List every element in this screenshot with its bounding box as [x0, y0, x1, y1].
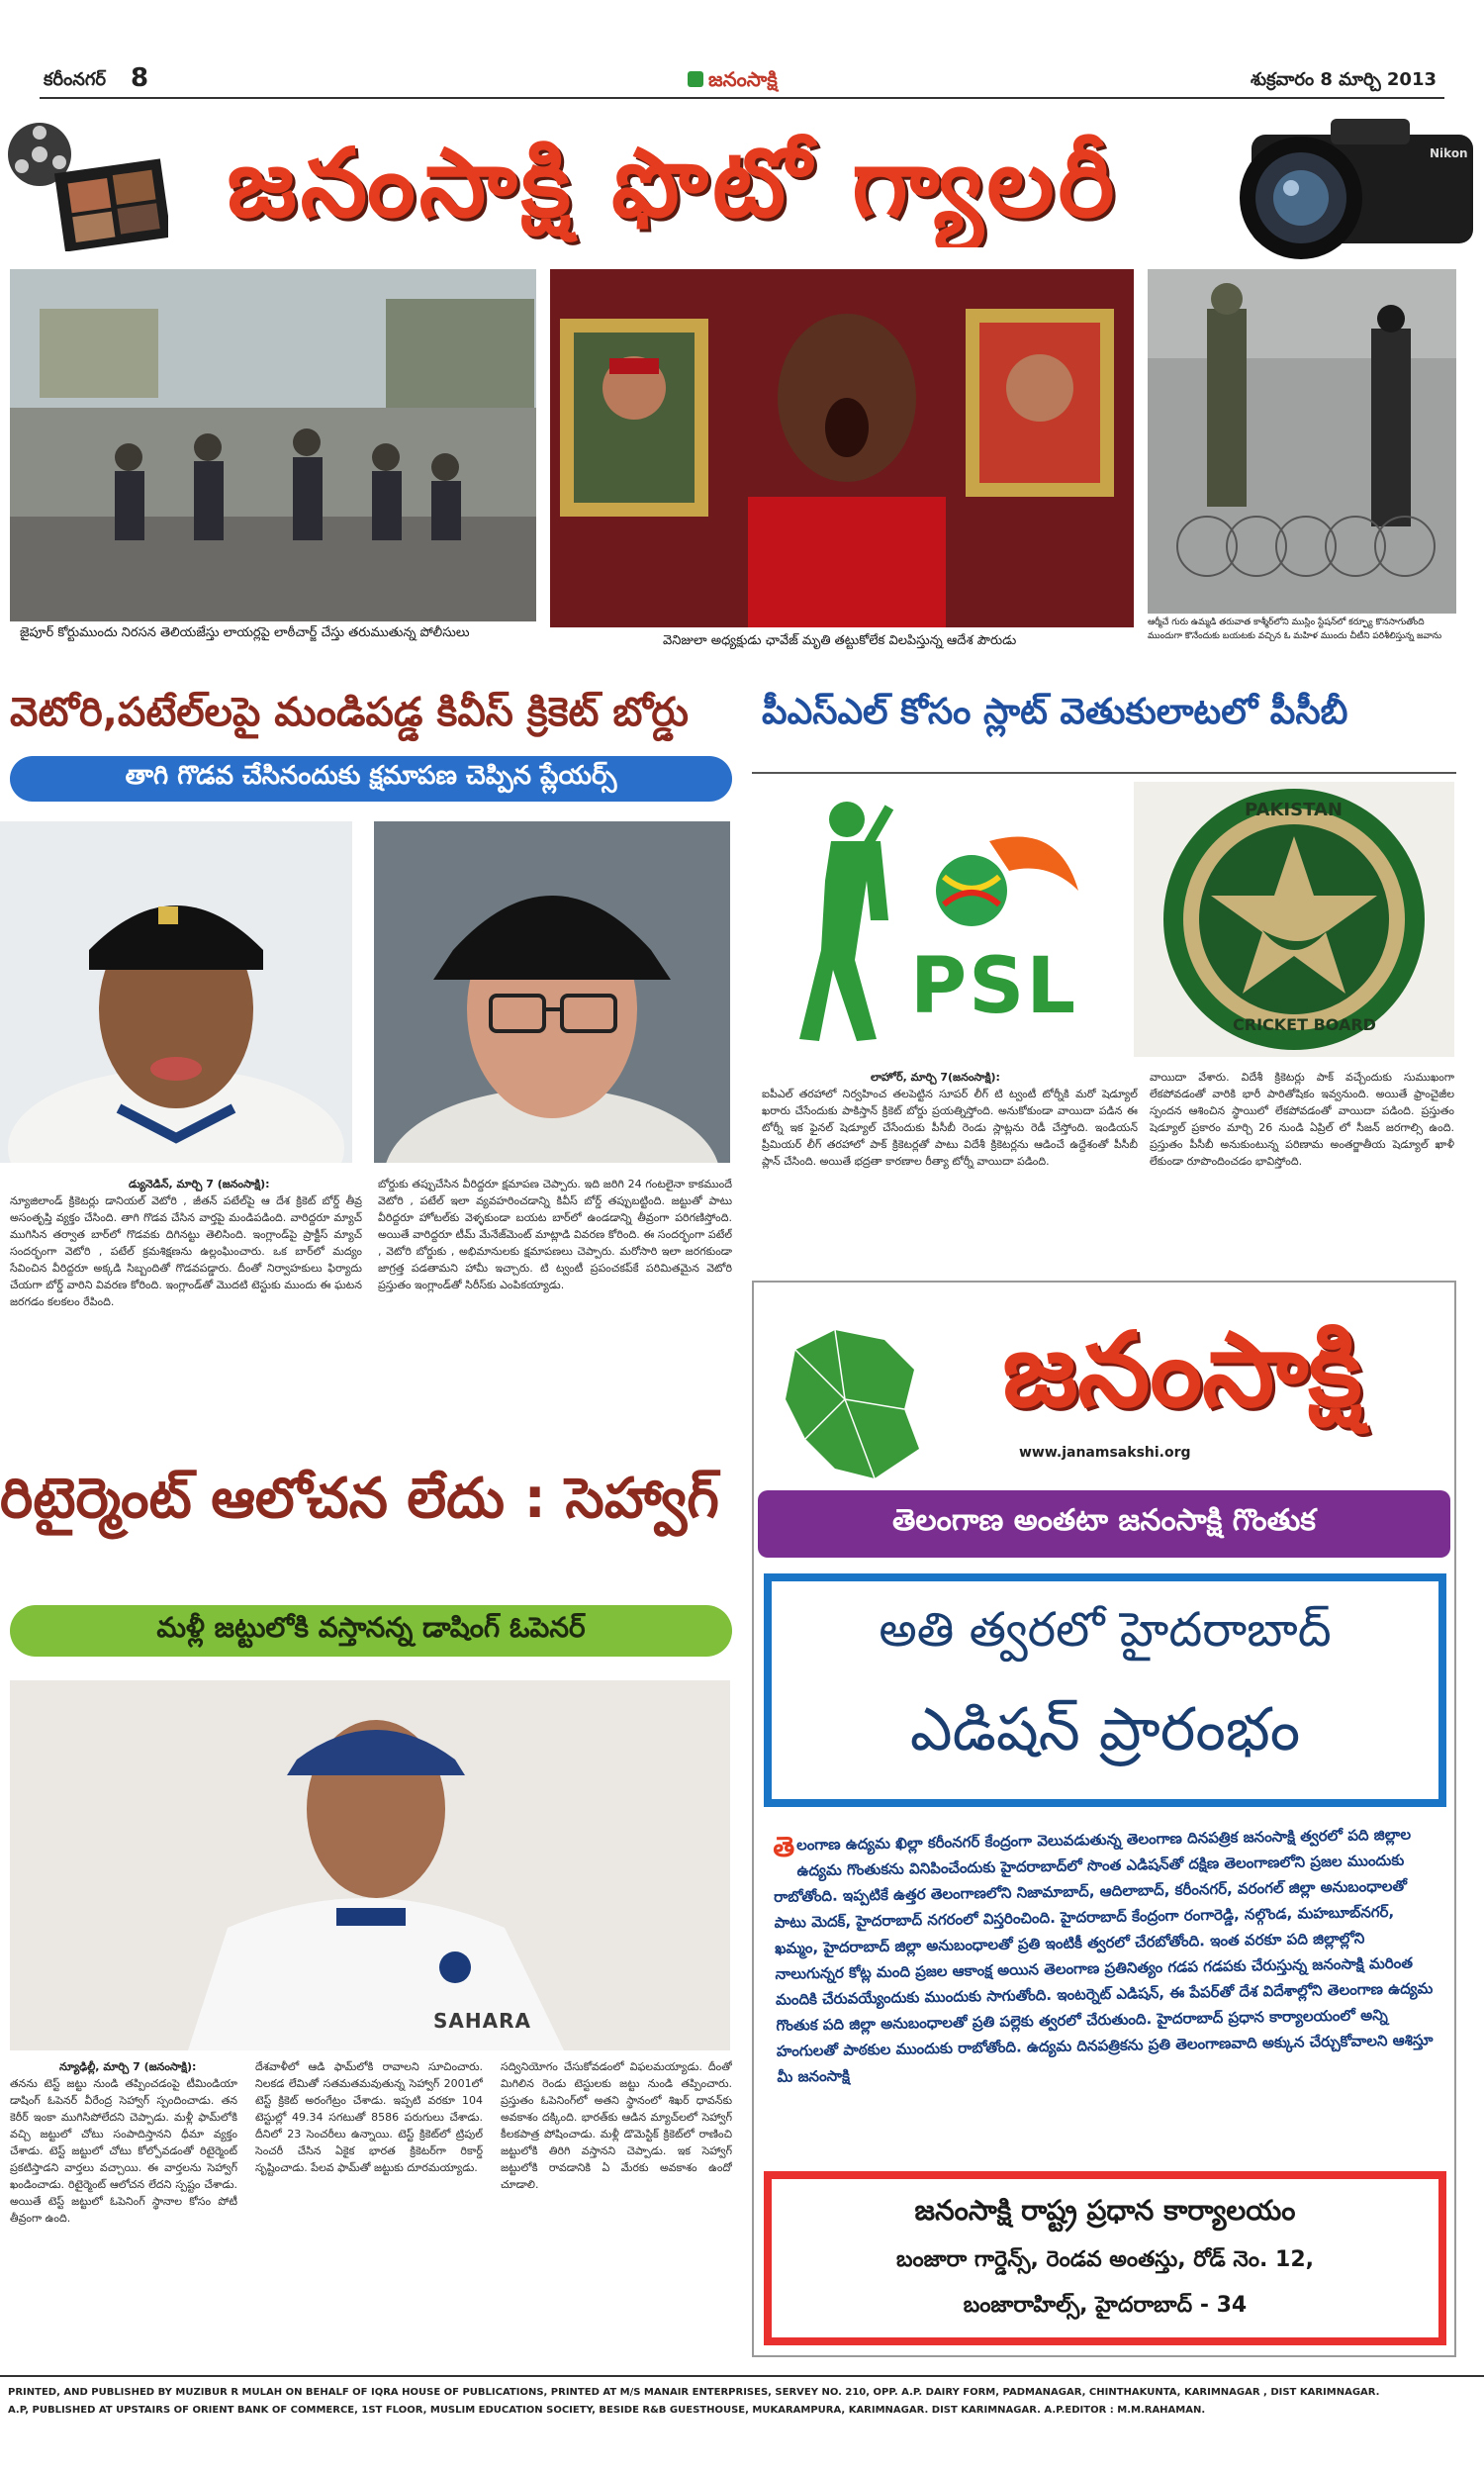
announcement-box — [764, 1573, 1446, 1807]
kiwis-photo-patel — [0, 821, 352, 1163]
kiwis-subheadline: తాగి గొడవ చేసినందుకు క్షమాపణ చెప్పిన ప్లేయర్స్ — [10, 756, 732, 802]
camera-icon — [1192, 111, 1479, 259]
imprint-line-1: PRINTED, AND PUBLISHED BY MUZIBUR R MULAH ON BEHALF OF IQRA HOUSE OF PUBLICATIONS, PRINTED AT M/S MANAIR ENTERPRISES, SERVEY NO. 210, OPP. A.P. DAIRY FORM, PADMANAGAR, CHINTHAKUNTA, KARIMNAGAR , DIST KARIMNAGAR. — [8, 2387, 1380, 2398]
sehwag-article — [10, 2058, 732, 2316]
masthead-website: www.janamsakshi.org — [1019, 1445, 1191, 1461]
sehwag-photo — [10, 1680, 730, 2050]
sehwag-subheadline: మళ్లీ జట్టులోకి వస్తానన్న డాషింగ్ ఓపెనర్ — [10, 1605, 732, 1657]
psl-article — [762, 1069, 1454, 1257]
gallery-photo-chavez — [550, 269, 1134, 627]
gallery-caption-kashmir-2: ముందుగా కొనేందుకు బయటకు వచ్చిన ఓ మహిళ ముందు చీటీని పరిశీలిస్తున్న జవాను — [1148, 631, 1442, 641]
announcement-line-2: ఎడిషన్ ప్రారంభం — [909, 1695, 1301, 1764]
page-footer — [0, 2375, 1484, 2434]
office-address-2: బంజారాహిల్స్, హైదరాబాద్ - 34 — [963, 2293, 1248, 2318]
kiwis-article — [10, 1176, 732, 1413]
pcb-emblem-top: PAKISTAN — [1245, 800, 1343, 820]
kiwis-headline: వెటోరి,పటేల్‌లపై మండిపడ్డ కివీస్ క్రికెట్ బోర్డు — [10, 690, 689, 735]
psl-logo-text: PSL — [910, 942, 1078, 1031]
kiwis-column-1 — [10, 1176, 362, 1413]
sehwag-column-1 — [10, 2058, 237, 2316]
psl-text-1: ఐపీఎల్ తరహాలో నిర్వహించ తలపెట్టిన సూపర్ లీగ్ టి ట్వంటీ టోర్నీకి మరో షెడ్యూల్ ఖరారు చేసేందుకు పాకిస్తాన్ క్రికెట్ బోర్డు ప్రయత్నిస్తోంది. అనుకోకుండా వాయిదా పడిన ఈ టోర్నీ ఇక ఫైనల్ షెడ్యూల్ చేసేందుకు పీసీబీ రెండు స్లాట్లను రెడీ చేస్తోంది. ఇండియన్ ప్రీమియర్ లీగ్ తరహాలో పాక్ క్రికెటర్లతో పాటు విదేశీ క్రికెటర్లను ఆడించే ఉద్దేశంతో పీసీబీ ప్లాన్ చేసింది. అయితే భద్రతా కారణాల రీత్యా టోర్నీ వాయిదా పడింది. — [762, 1088, 1138, 1168]
imprint-line-2: A.P, PUBLISHED AT UPSTAIRS OF ORIENT BANK OF COMMERCE, 1ST FLOOR, MUSLIM EDUCATION SOCIETY, BESIDE R&B GUESTHOUSE, MUKARAMPURA, KARIMNAGAR. DIST KARIMNAGAR. A.P.EDITOR : M.M.RAHAMAN. — [8, 2405, 1206, 2416]
masthead-dropcap: తె — [773, 1830, 795, 1863]
header-date: శుక్రవారం 8 మార్చి 2013 — [1250, 69, 1437, 90]
sehwag-jersey-text: SAHARA — [433, 2009, 531, 2033]
gallery-banner — [0, 103, 1484, 261]
pcb-emblem — [1134, 782, 1454, 1057]
gallery-photo-kashmir — [1148, 269, 1456, 614]
kiwis-column-2: బోర్డుకు తప్పుచేసిన వీరిద్దరూ క్షమాపణ చెప్పారు. ఇది జరిగి 24 గంటలైనా కాకముందే వెటోరి , పటేల్ ఇలా వ్యవహరించడాన్ని కివీస్ బోర్డ్ తప్పుబట్టింది. జట్టుతో పాటు వీరిద్దరూ హోటల్‌కు వెళ్ళకుండా బయట బార్‌లో ఉండడాన్ని తీవ్రంగా పరిగణిస్తోంది. అయితే వారిద్దరూ టీమ్ మేనేజ్‌మెంట్ మాట్లాడి వివరణ కోరింది. ఈ సందర్భంగా పటేల్ , వెటోరి బోర్డుకు , అభిమానులకు క్షమాపణలు చెప్పారు. మరోసారి ఇలా జరగకుండా జాగ్రత్త పడతామని హామీ ఇచ్చారు. టి ట్వంటీ ప్రపంచకప్‌కే పరిమితమైన వెటోరి ప్రస్తుతం ఇంగ్లాండ్‌తో సిరీస్‌కు ఎంపికయ్యాడు. — [378, 1178, 732, 1291]
edition-name: కరీంనగర్ — [44, 69, 106, 90]
kiwis-text-1: న్యూజిలాండ్ క్రికెటర్లు డానియల్ వెటోరి , జీతన్ పటేల్‌పై ఆ దేశ క్రికెట్ బోర్డ్ తీవ్ర అసంతృప్తి వ్యక్తం చేసింది. తాగి గొడవ చేసిన వార్తపై మండిపడింది. వారిద్దరూ మ్యాచ్ ముగిసిన తర్వాత బార్‌లో గొడవకు దిగినట్టు తెలిసింది. ఇంగ్లాండ్‌పై ప్రాక్టీస్ మ్యాచ్ సందర్భంగా వెటోరి , పటేల్ క్రమశిక్షణను ఉల్లంఘించారు. ఒక బార్‌లో మద్యం సేవించిన వీరిద్దరూ అక్కడి సిబ్బందితో గొడవపడ్డారు. దీంతో నిర్వాహకులు ఫిర్యాదు చేయగా బోర్డ్ వారిని వివరణ కోరింది. ఇంగ్లాండ్‌తో మొదటి టెస్టుకు ముందు ఈ ఘటన జరగడం కలకలం రేపింది. — [10, 1194, 362, 1308]
psl-column-1 — [762, 1069, 1138, 1257]
sehwag-text-1: తనను టెస్ట్ జట్టు నుండి తప్పించడంపై టీమిండియా డాషింగ్ ఓపెనర్ వీరేంద్ర సెహ్వాగ్ స్పందించాడు. తన కెరీర్ ఇంకా ముగిసిపోలేదని చెప్పాడు. మళ్లీ ఫామ్‌లోకి వచ్చి జట్టులో చోటు సంపాదిస్తానని ధీమా వ్యక్తం చేశాడు. టెస్ట్ జట్టులో చోటు కోల్పోవడంతో రిటైర్మెంట్ ప్రకటిస్తాడని వార్తలు వచ్చాయి. ఈ వార్తలను సెహ్వాగ్ ఖండించాడు. రిటైర్మెంట్ ఆలోచన లేదని స్పష్టం చేశాడు. అయితే టెస్ట్ జట్టులో ఓపెనింగ్ స్థానాల కోసం పోటీ తీవ్రంగా ఉంది. — [10, 2077, 237, 2225]
masthead-body-text: లంగాణ ఉద్యమ ఖిల్లా కరీంనగర్ కేంద్రంగా వెలువడుతున్న తెలంగాణ దినపత్రిక జనంసాక్షి త్వరలో పది జిల్లాల ఉద్యమ గొంతుకను వినిపించేందుకు హైదరాబాద్‌లో సొంత ఎడిషన్‌తో దక్షిణ తెలంగాణలోని ప్రజల ముందుకు రాబోతోంది. ఇప్పటికే ఉత్తర తెలంగాణలోని నిజామాబాద్, ఆదిలాబాద్, కరీంనగర్, వరంగల్ జిల్లా అనుబంధాలతో పాటు మెదక్, హైదరాబాద్ నగరంలో విస్తరించింది. హైదరాబాద్ కేంద్రంగా రంగారెడ్డి, నల్గొండ, మహబూబ్‌నగర్, ఖమ్మం, హైదరాబాద్ జిల్లా అనుబంధాలతో ప్రతి ఇంటికీ త్వరలో చేరబోతోంది. ఇంత వరకూ పది జిల్లాల్లోని నాలుగున్నర కోట్ల మంది ప్రజల ఆకాంక్ష అయిన తెలంగాణ ప్రతినిత్యం గడప గడపకు చేరుస్తున్న జనంసాక్షి మరింత మందికి చేరువయ్యేందుకు ముందుకు సాగుతోంది. ఇంటర్నెట్ ఎడిషన్, ఈ పేపర్‌తో దేశ విదేశాల్లోని తెలంగాణ ఉద్యమ గొంతుక పది జిల్లా అనుబంధాలతో ప్రతి పల్లెకు త్వరలో చేరుతుంది. హైదరాబాద్ ప్రధాన కార్యాలయంలో అన్ని హంగులతో పాఠకుల ముందుకు రాబోతోంది. ఉద్యమ దినపత్రికను ప్రతి తెలంగాణవాది అక్కున చేర్చుకోవాలని ఆశిస్తూ మీ జనంసాక్షి — [774, 1825, 1434, 2086]
sehwag-headline: రిటైర్మెంట్ ఆలోచన లేదు : సెహ్వాగ్ — [0, 1467, 719, 1531]
telangana-map-icon — [776, 1320, 924, 1488]
page-header — [40, 63, 1444, 99]
gallery-photo-lawyers — [10, 269, 536, 621]
gallery-caption-chavez: వెనిజులా అధ్యక్షుడు ఛావేజ్ మృతి తట్టుకోలేక విలపిస్తున్న ఆదేశ పౌరుడు — [663, 633, 1017, 648]
kiwis-dateline: డ్యునెడిన్, మార్చి 7 (జనంసాక్షి): — [129, 1178, 270, 1190]
masthead-ad — [752, 1281, 1456, 2357]
sehwag-column-3: సద్వినియోగం చేసుకోవడంలో విఫలమయ్యాడు. దీంతో మిగిలిన రెండు టెస్టులకు జట్టు నుండి తప్పించారు. ప్రస్తుతం ఓపెనింగ్‌లో అతని స్థానంలో శిఖర్ ధావన్‌కు అవకాశం దక్కింది. భారత్‌కు ఆడిన మ్యాచ్‌లలో సెహ్వాగ్ కీలకపాత్ర పోషించాడు. మళ్లీ డొమెస్టిక్ క్రికెట్‌లో రాణించి జట్టులోకి తిరిగి వస్తానని చెప్పాడు. ఇక సెహ్వాగ్ జట్టులోకి రావడానికి ఏ మేరకు అవకాశం ఉందో చూడాలి. — [501, 2060, 732, 2191]
masthead-tagline: తెలంగాణ అంతటా జనంసాక్షి గొంతుక — [758, 1490, 1450, 1558]
header-brand: జనంసాక్షి — [708, 67, 778, 91]
camera-brand: Nikon — [1430, 146, 1468, 160]
sehwag-dateline: న్యూఢిల్లీ, మార్చి 7 (జనంసాక్షి): — [59, 2060, 197, 2073]
gallery-caption-kashmir-1: ఆర్మీచే గురు ఉమ్మడి తరువాత కాశ్మీర్‌లోని ముస్లిం స్టేషన్‌లో కర్ఫ్యూ కొనసాగుతోంది — [1148, 618, 1425, 627]
psl-divider — [752, 772, 1456, 774]
gallery-title: జనంసాక్షి ఫొటో గ్యాలరీ — [227, 128, 1119, 238]
cricket-batsman-icon — [799, 802, 893, 1041]
page-number: 8 — [131, 63, 149, 93]
office-box — [764, 2171, 1446, 2345]
kiwis-photo-vettori — [374, 821, 730, 1163]
masthead-brand: జనంసాక్షి — [1002, 1309, 1362, 1430]
pcb-emblem-bottom: CRICKET BOARD — [1233, 1015, 1376, 1034]
psl-column-2: వాయిదా వేశారు. విదేశీ క్రికెటర్లు పాక్ వచ్చేందుకు సుముఖంగా లేకపోవడంతో వారికి భారీ పారితోషికం ఇవ్వనుంది. అయితే ఫ్రాంచైజీల స్పందన ఆశించిన స్థాయిలో లేకపోవడంతో వాయిదా పడింది. ప్రస్తుతం షెడ్యూల్ ప్రకారం మార్చి 26 నుండి ఏప్రిల్ లో సీజన్ జరగాల్సి ఉంది. ప్రస్తుతం పీసీబీ అనుకుంటున్న పరిణామ అంతర్జాతీయ షెడ్యూల్ ఖాళీ లేకుండా రూపొందించడం భావిస్తోంది. — [1150, 1071, 1454, 1168]
header-logo-icon — [688, 71, 703, 87]
cricket-ball-icon — [936, 837, 1078, 926]
sehwag-column-2: దేశవాళీలో ఆడి ఫామ్‌లోకి రావాలని సూచించారు. నిలకడ లేమితో సతమతమవుతున్న సెహ్వాగ్ 2001లో టెస్ట్ క్రికెట్ అరంగేట్రం చేశాడు. ఇప్పటి వరకూ 104 టెస్టుల్లో 49.34 సగటుతో 8586 పరుగులు చేశాడు. దీనిలో 23 సెంచరీలు ఉన్నాయి. టెస్ట్ క్రికెట్‌లో ట్రిపుల్ సెంచరీ చేసిన ఏకైక భారత క్రికెటర్‌గా రికార్డ్ సృష్టించాడు. పేలవ ఫామ్‌తో జట్టుకు దూరమయ్యాడు. — [255, 2060, 483, 2174]
gallery-caption-lawyers: జైపూర్ కోర్టుముందు నిరసన తెలియజేస్తు లాయర్లపై లాఠీచార్జ్ చేస్తు తరుముతున్న పోలీసులు — [20, 625, 470, 640]
masthead-body — [773, 1821, 1438, 2169]
office-title: జనంసాక్షి రాష్ట్ర ప్రధాన కార్యాలయం — [914, 2194, 1296, 2227]
office-address-1: బంజారా గార్డెన్స్, రెండవ అంతస్తు, రోడ్ నెం. 12, — [895, 2247, 1315, 2272]
announcement-line-1: అతి త్వరలో హైదరాబాద్ — [879, 1602, 1332, 1658]
film-reel-icon — [0, 115, 168, 251]
psl-dateline: లాహోర్, మార్చి 7(జనంసాక్షి): — [871, 1071, 1000, 1084]
psl-logo — [762, 782, 1088, 1059]
psl-headline: పీఎస్‌ఎల్ కోసం స్లాట్ వెతుకులాటలో పీసీబీ — [762, 692, 1348, 732]
